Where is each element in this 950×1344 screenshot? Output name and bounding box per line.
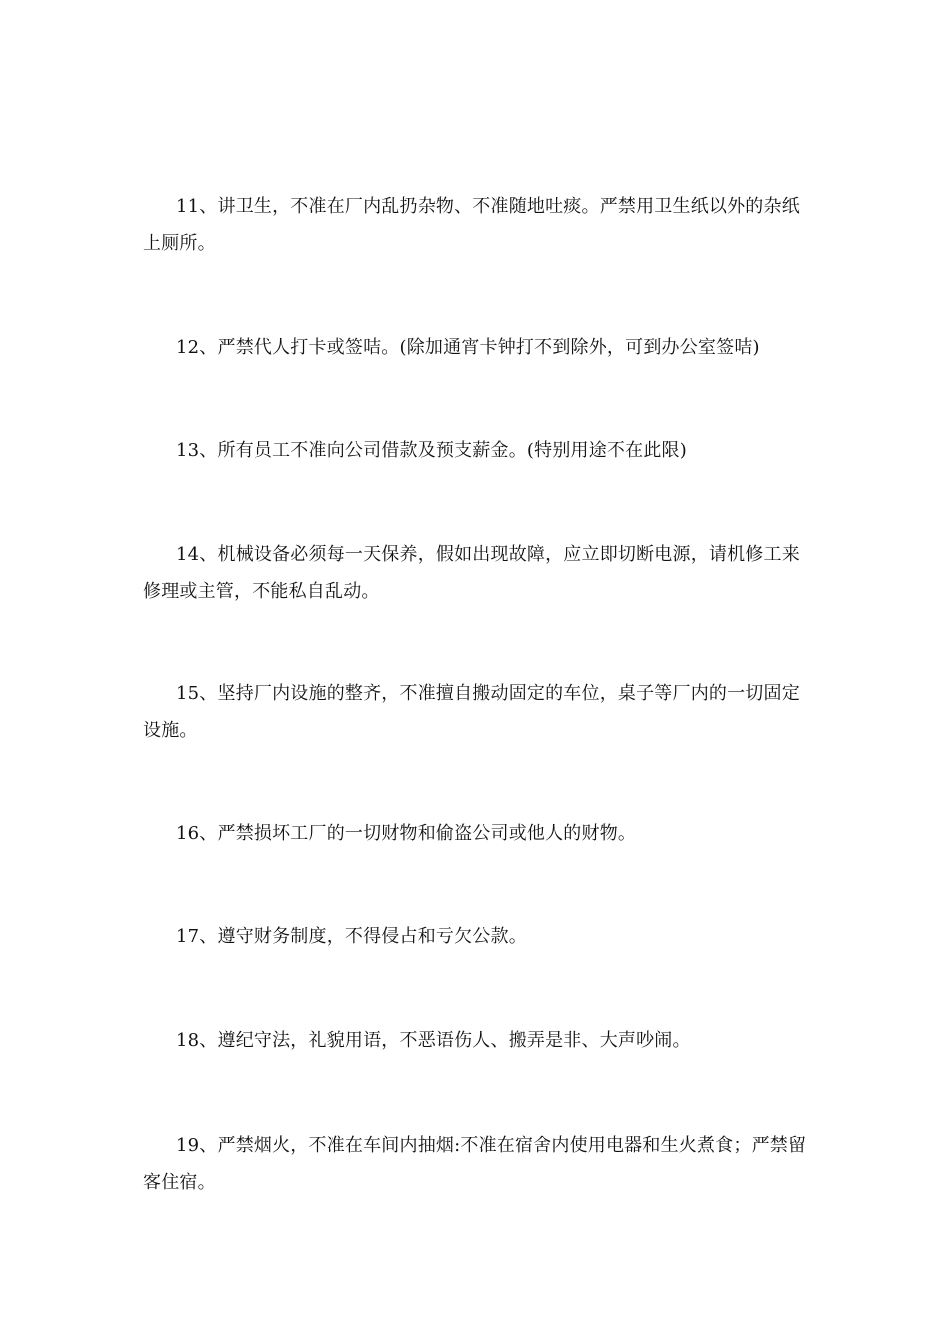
rule-item-12: 12、严禁代人打卡或签咭。(除加通宵卡钟打不到除外，可到办公室签咭) <box>176 337 760 358</box>
rule-item-11: 11、讲卫生，不准在厂内乱扔杂物、不准随地吐痰。严禁用卫生纸以外的杂纸上厕所。 <box>143 196 800 254</box>
rule-item-16: 16、严禁损坏工厂的一切财物和偷盗公司或他人的财物。 <box>176 823 637 844</box>
rule-item-13: 13、所有员工不准向公司借款及预支薪金。(特别用途不在此限) <box>176 440 687 461</box>
rule-item-18: 18、遵纪守法，礼貌用语，不恶语伤人、搬弄是非、大声吵闹。 <box>176 1030 691 1051</box>
rule-item-19: 19、严禁烟火，不准在车间内抽烟:不准在宿舍内使用电器和生火煮食；严禁留客住宿。 <box>143 1135 807 1193</box>
rule-item-14: 14、机械设备必须每一天保养，假如出现故障，应立即切断电源，请机修工来修理或主管，不能私自乱动。 <box>143 544 800 602</box>
rule-item-17: 17、遵守财务制度，不得侵占和亏欠公款。 <box>176 926 527 947</box>
rule-item-15: 15、坚持厂内设施的整齐，不准擅自搬动固定的车位，桌子等厂内的一切固定设施。 <box>143 683 800 741</box>
